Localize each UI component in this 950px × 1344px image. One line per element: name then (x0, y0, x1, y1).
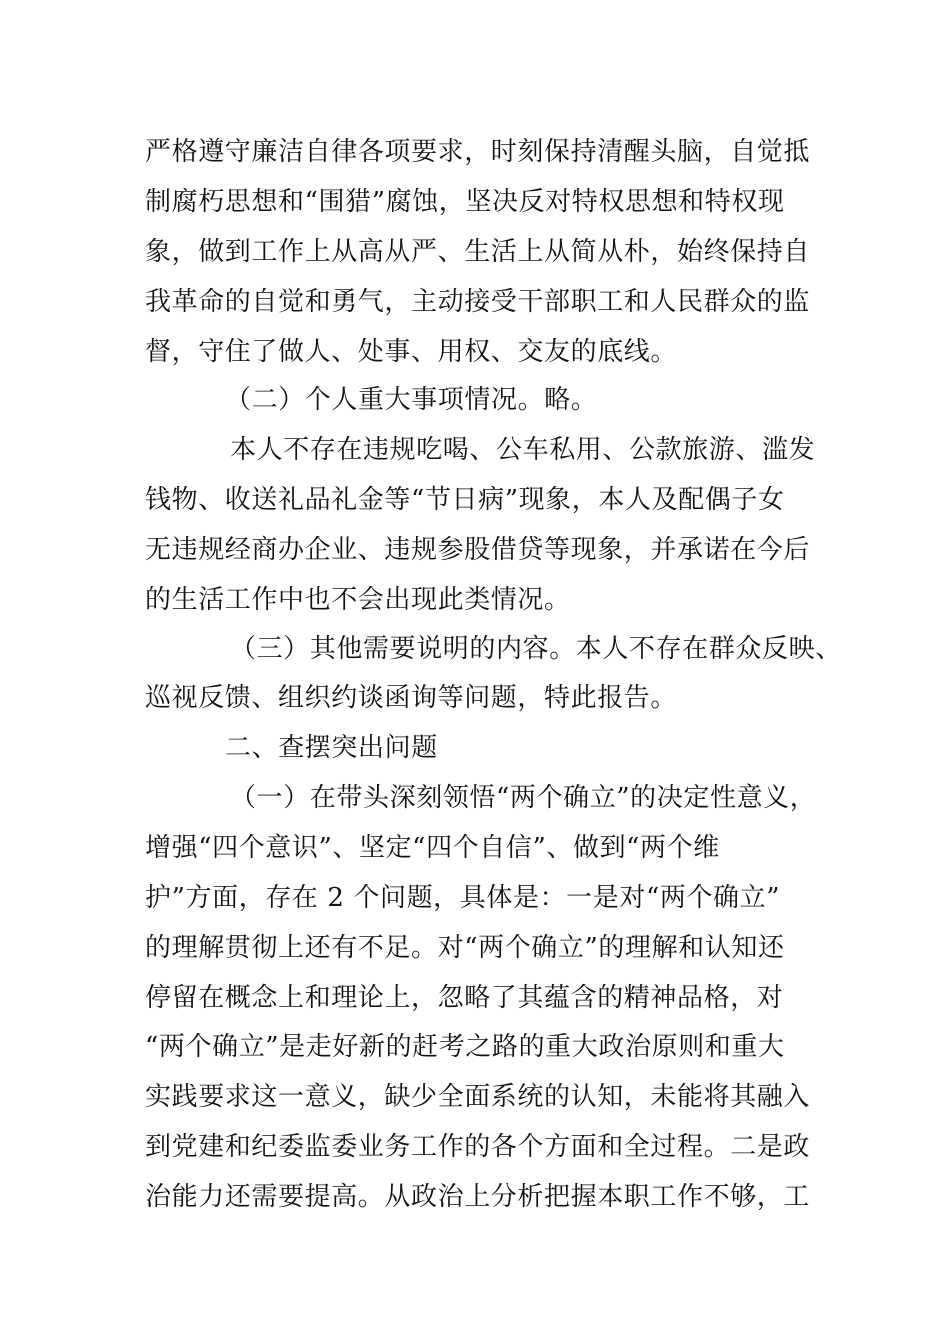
text-line-22: 治能力还需要提高。从政治上分析把握本职工作不够，工 (145, 1182, 811, 1212)
text-line-19: “两个确立”是走好新的赶考之路的重大政治原则和重大 (145, 1032, 785, 1062)
text-line-7: 本人不存在违规吃喝、公车私用、公款旅游、滥发 (230, 435, 816, 465)
text-line-9: 无违规经商办企业、违规参股借贷等现象，并承诺在今后 (145, 535, 811, 565)
section-heading-problems: 二、查摆突出问题 (225, 733, 438, 763)
text-line-4: 我革命的自觉和勇气，主动接受干部职工和人民群众的监 (145, 287, 811, 317)
text-line-18: 停留在概念上和理论上，忽略了其蕴含的精神品格，对 (145, 983, 784, 1013)
text-line-17: 的理解贯彻上还有不足。对“两个确立”的理解和认知还 (145, 933, 785, 963)
text-line-20: 实践要求这一意义，缺少全面系统的认知，未能将其融入 (145, 1082, 811, 1112)
text-line-5: 督，守住了做人、处事、用权、交友的底线。 (145, 337, 678, 367)
text-line-10: 的生活工作中也不会出现此类情况。 (145, 585, 571, 615)
section-heading-two-establishments: （一）在带头深刻领悟“两个确立”的决定性意义， (230, 783, 817, 813)
text-line-8: 钱物、收送礼品礼金等“节日病”现象，本人及配偶子女 (145, 485, 785, 515)
text-line-2: 制腐朽思想和“围猎”腐蚀，坚决反对特权思想和特权现 (145, 187, 785, 217)
text-line-3: 象，做到工作上从高从严、生活上从简从朴，始终保持自 (145, 237, 811, 267)
text-line-21: 到党建和纪委监委业务工作的各个方面和全过程。二是政 (145, 1132, 811, 1162)
text-line-12: 巡视反馈、组织约谈函询等问题，特此报告。 (145, 683, 678, 713)
section-heading-personal-matters: （二）个人重大事项情况。略。 (225, 385, 598, 415)
text-line-15: 增强“四个意识”、坚定“四个自信”、做到“两个维 (145, 833, 720, 863)
section-heading-other-content: （三）其他需要说明的内容。本人不存在群众反映、 (230, 634, 842, 664)
text-line-16: 护”方面，存在 2 个问题，具体是：一是对“两个确立” (145, 883, 781, 913)
text-line-1: 严格遵守廉洁自律各项要求，时刻保持清醒头脑，自觉抵 (145, 137, 811, 167)
